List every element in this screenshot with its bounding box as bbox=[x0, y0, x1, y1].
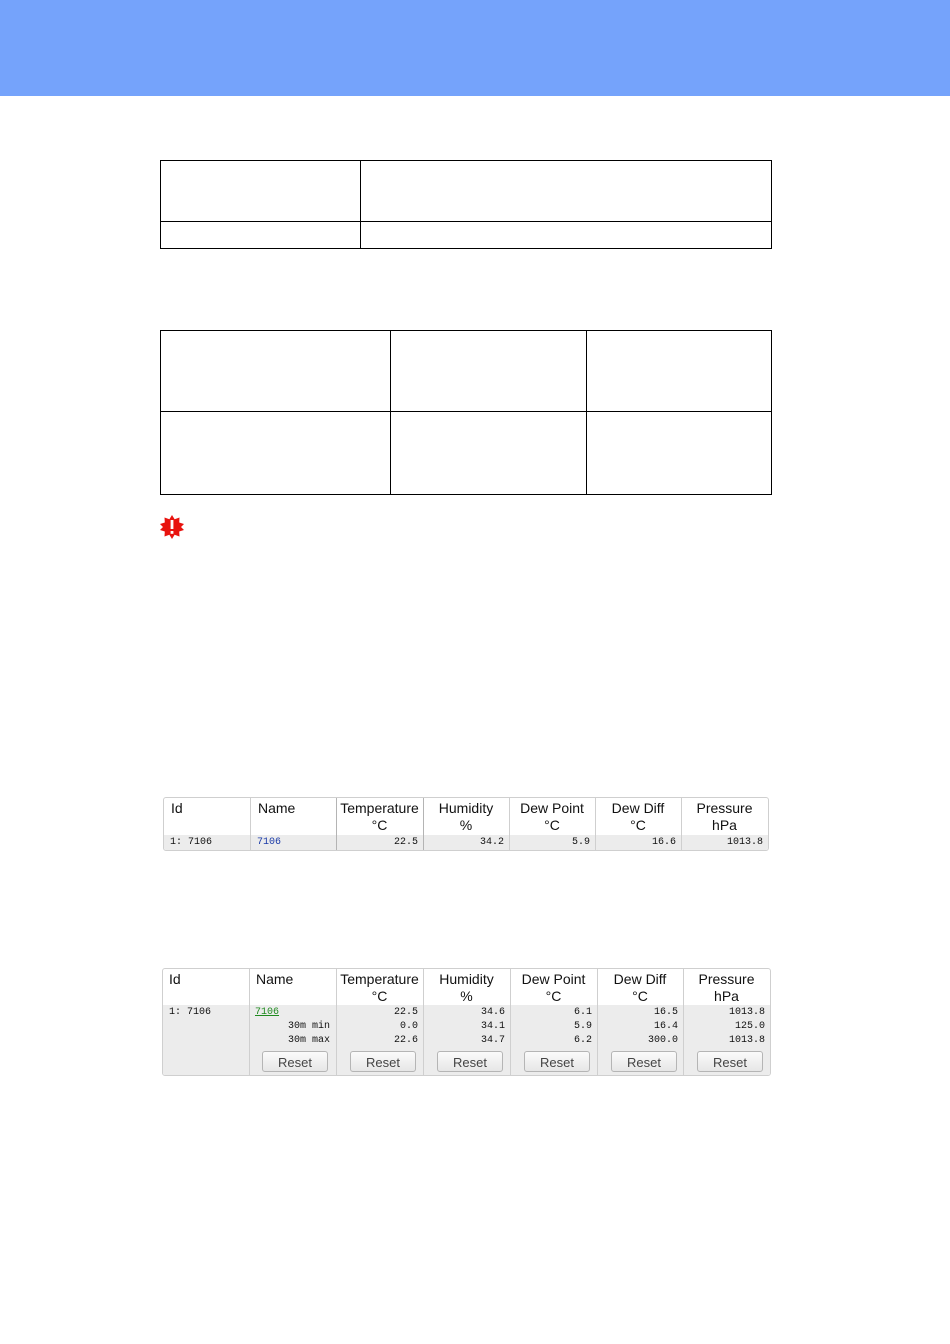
table-cell bbox=[161, 222, 361, 249]
label-30m-max: 30m max bbox=[287, 1035, 330, 1046]
column-header-dew-diff[interactable]: Dew Diff °C bbox=[611, 800, 665, 833]
cell-dew-diff: 16.6 bbox=[651, 837, 676, 848]
table-cell bbox=[361, 161, 772, 222]
empty-table-1 bbox=[160, 160, 772, 249]
cell-dew-diff-min: 16.4 bbox=[653, 1021, 678, 1032]
cell-pressure-current: 1013.8 bbox=[728, 1007, 765, 1018]
cell-id: 1: 7106 bbox=[170, 837, 213, 848]
sensor-name-link[interactable]: 7106 bbox=[255, 1007, 280, 1018]
table-cell bbox=[391, 412, 587, 495]
table-cell bbox=[161, 331, 391, 412]
column-header-pressure[interactable]: Pressure hPa bbox=[698, 971, 755, 1004]
column-header-dew-point[interactable]: Dew Point °C bbox=[521, 971, 586, 1004]
table-cell bbox=[587, 412, 772, 495]
column-header-name[interactable]: Name bbox=[258, 800, 296, 816]
cell-id: 1: 7106 bbox=[169, 1007, 212, 1018]
sensor-name-link[interactable]: 7106 bbox=[257, 837, 282, 848]
table-cell bbox=[161, 412, 391, 495]
reset-dew-point-button[interactable]: Reset bbox=[524, 1051, 590, 1072]
empty-table-2 bbox=[160, 330, 772, 495]
cell-pressure-min: 125.0 bbox=[734, 1021, 765, 1032]
cell-dew-point-min: 5.9 bbox=[573, 1021, 592, 1032]
table-cell bbox=[587, 331, 772, 412]
cell-temperature: 22.5 bbox=[393, 837, 418, 848]
column-header-pressure[interactable]: Pressure hPa bbox=[696, 800, 753, 833]
reset-humidity-button[interactable]: Reset bbox=[437, 1051, 503, 1072]
column-header-dew-point[interactable]: Dew Point °C bbox=[520, 800, 584, 833]
cell-humidity-max: 34.7 bbox=[480, 1035, 505, 1046]
label-30m-min: 30m min bbox=[287, 1021, 330, 1032]
cell-humidity-min: 34.1 bbox=[480, 1021, 505, 1032]
cell-dew-diff-current: 16.5 bbox=[653, 1007, 678, 1018]
cell-dew-point-max: 6.2 bbox=[573, 1035, 592, 1046]
cell-pressure-max: 1013.8 bbox=[728, 1035, 765, 1046]
cell-dew-point: 5.9 bbox=[571, 837, 590, 848]
warning-exclamation-icon bbox=[160, 515, 184, 539]
sensor-table-current bbox=[163, 797, 769, 851]
column-header-humidity[interactable]: Humidity % bbox=[439, 971, 494, 1004]
sensor-table-minmax bbox=[162, 968, 771, 1076]
cell-dew-point-current: 6.1 bbox=[573, 1007, 592, 1018]
column-header-dew-diff[interactable]: Dew Diff °C bbox=[613, 971, 667, 1004]
cell-temperature-max: 22.6 bbox=[393, 1035, 418, 1046]
table-cell bbox=[161, 161, 361, 222]
reset-temperature-button[interactable]: Reset bbox=[350, 1051, 416, 1072]
column-header-temperature[interactable]: Temperature °C bbox=[340, 800, 419, 833]
header-band bbox=[0, 0, 950, 96]
cell-temperature-current: 22.5 bbox=[393, 1007, 418, 1018]
cell-pressure: 1013.8 bbox=[726, 837, 763, 848]
column-header-id[interactable]: Id bbox=[171, 800, 183, 816]
cell-humidity: 34.2 bbox=[479, 837, 504, 848]
column-header-humidity[interactable]: Humidity % bbox=[438, 800, 494, 833]
cell-dew-diff-max: 300.0 bbox=[647, 1035, 678, 1046]
reset-dew-diff-button[interactable]: Reset bbox=[611, 1051, 677, 1072]
reset-pressure-button[interactable]: Reset bbox=[697, 1051, 763, 1072]
reset-all-button[interactable]: Reset bbox=[262, 1051, 328, 1072]
column-header-name[interactable]: Name bbox=[256, 971, 294, 987]
table-cell bbox=[361, 222, 772, 249]
cell-temperature-min: 0.0 bbox=[399, 1021, 418, 1032]
cell-humidity-current: 34.6 bbox=[480, 1007, 505, 1018]
column-header-temperature[interactable]: Temperature °C bbox=[340, 971, 419, 1004]
table-cell bbox=[391, 331, 587, 412]
column-header-id[interactable]: Id bbox=[169, 971, 181, 987]
